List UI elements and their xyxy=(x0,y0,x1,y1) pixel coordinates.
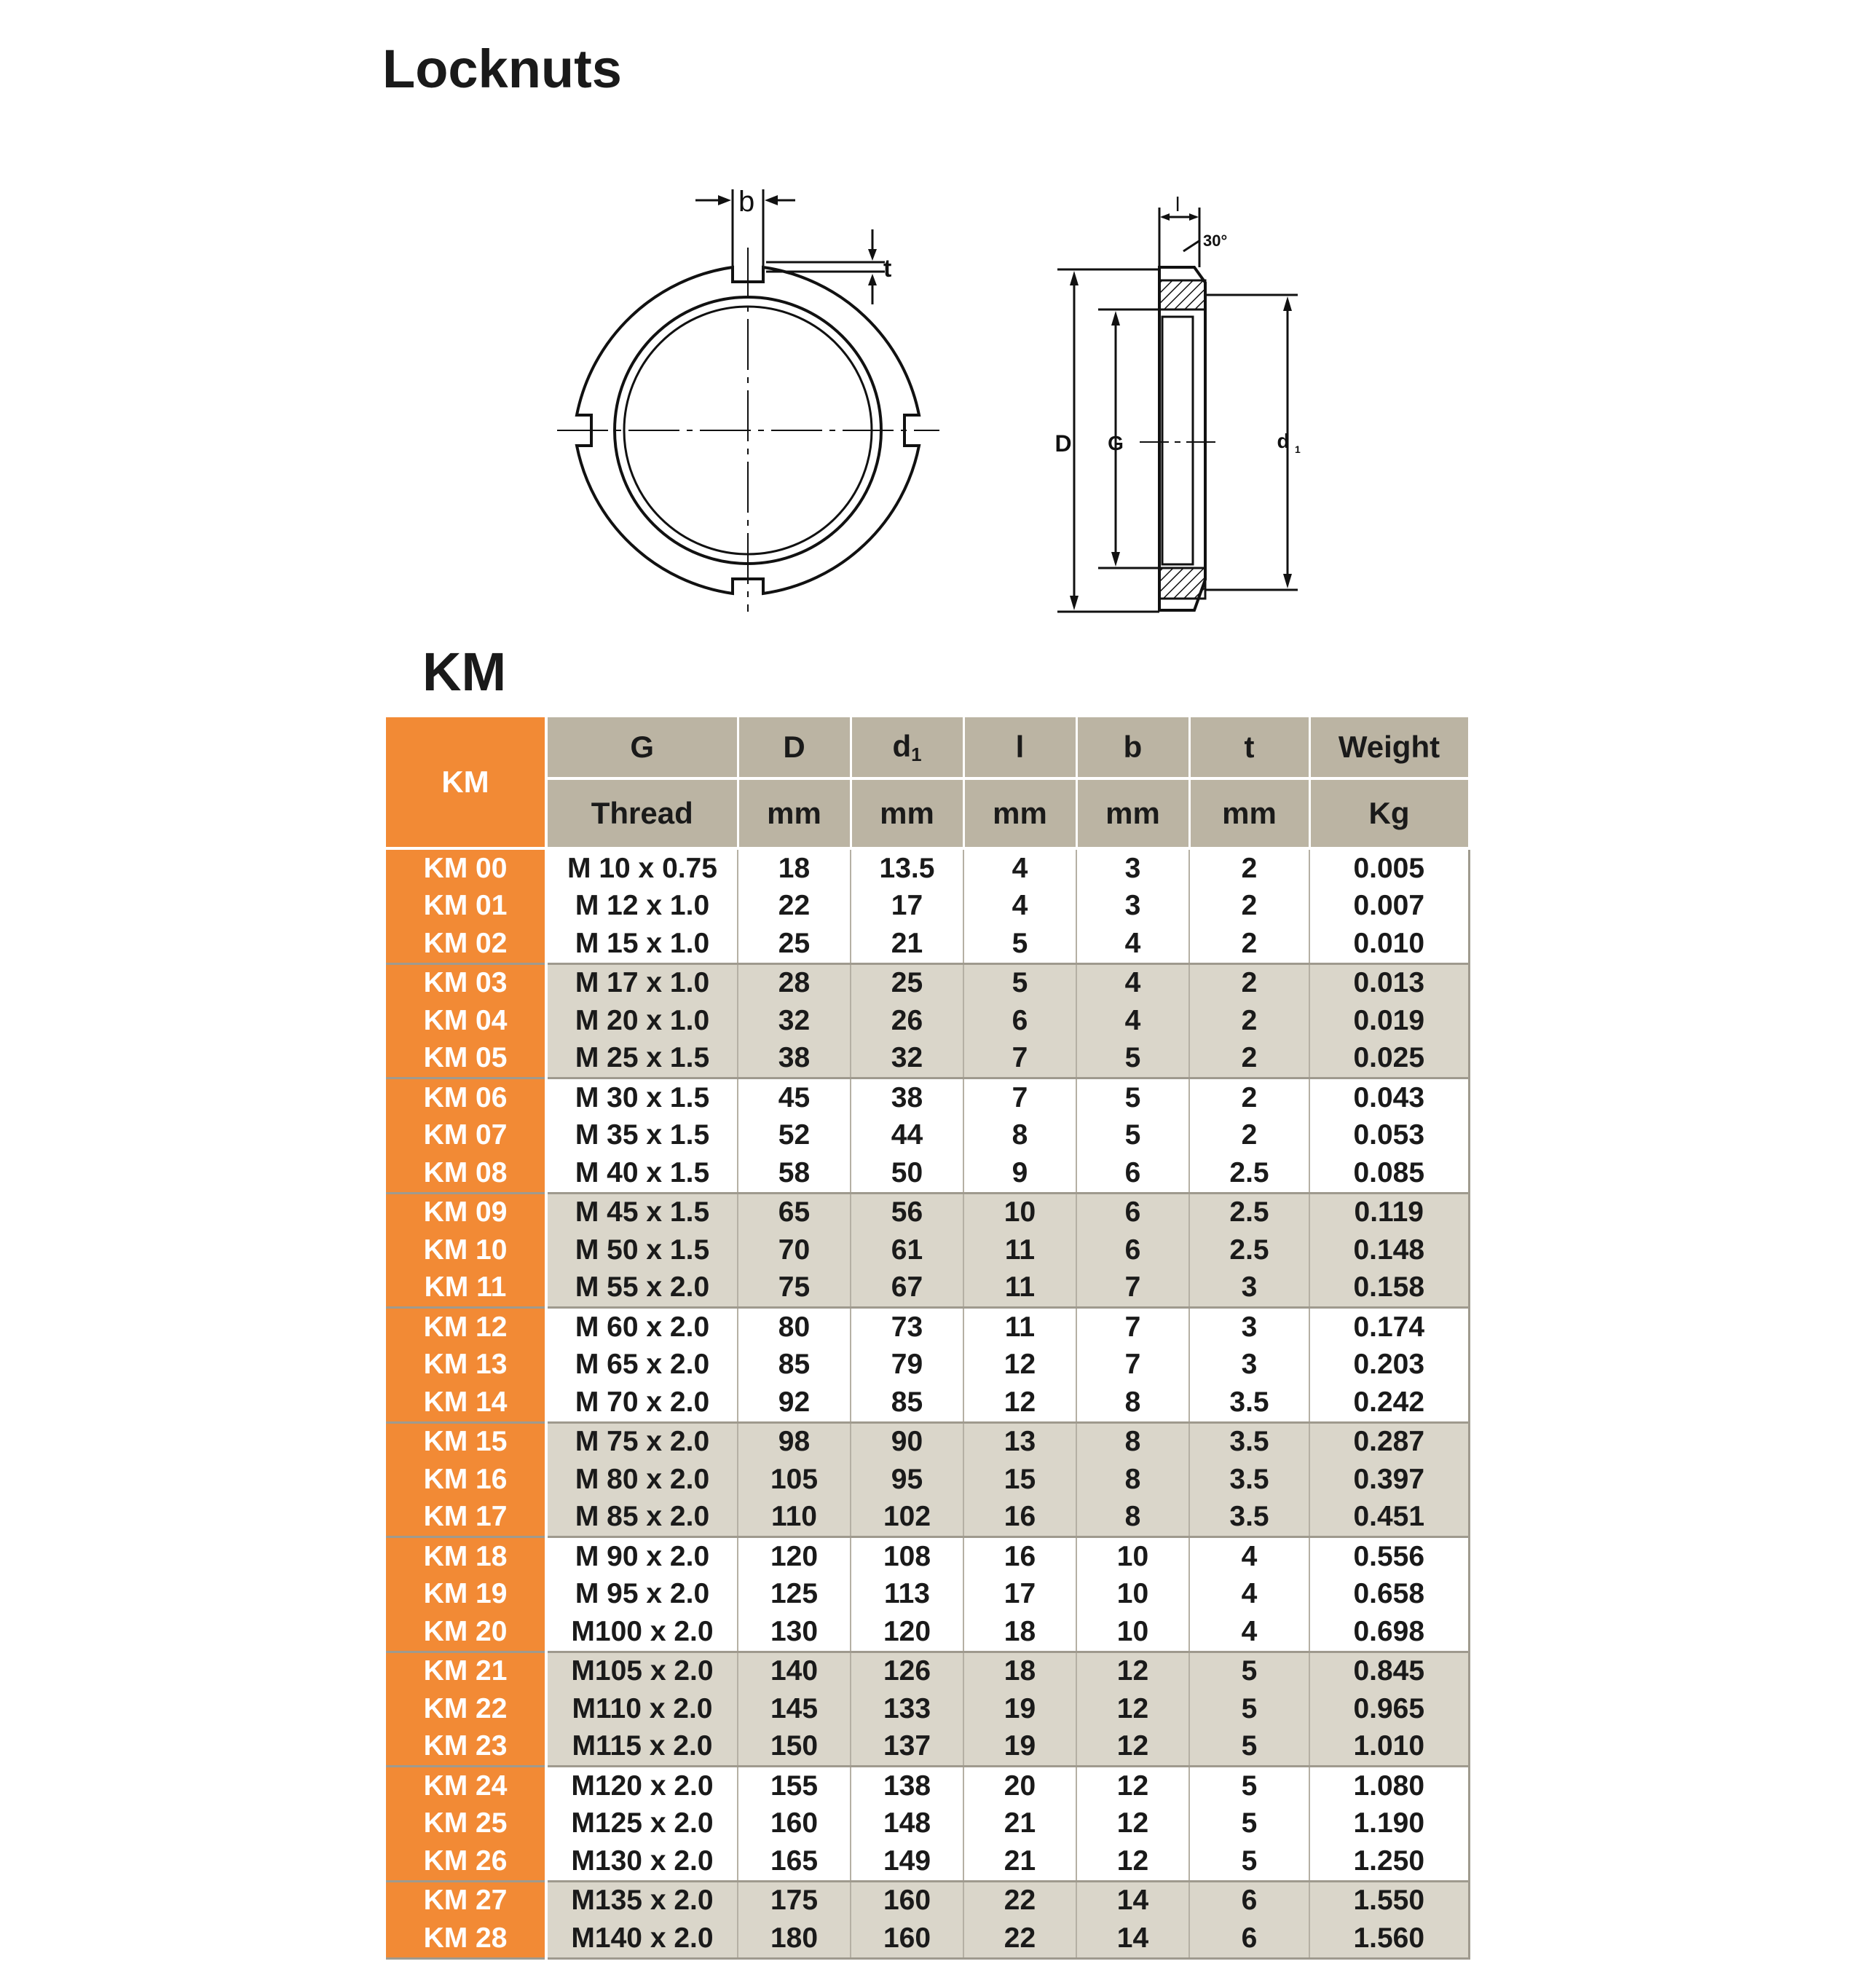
cell-slot-t: 2 xyxy=(1189,1117,1309,1155)
cell-outer-diameter: 98 xyxy=(738,1422,851,1461)
cell-thread: M 30 x 1.5 xyxy=(546,1078,738,1117)
cell-d1: 17 xyxy=(851,888,963,926)
label-angle: 30° xyxy=(1203,232,1228,250)
cell-slot-b: 12 xyxy=(1076,1652,1189,1690)
table-row xyxy=(386,1422,1469,1461)
cell-slot-t: 5 xyxy=(1189,1805,1309,1843)
cell-slot-b: 5 xyxy=(1076,1117,1189,1155)
cell-d1: 32 xyxy=(851,1040,963,1078)
cell-km-designation: KM 14 xyxy=(386,1384,546,1422)
cell-outer-diameter: 105 xyxy=(738,1461,851,1499)
cell-km-designation: KM 11 xyxy=(386,1269,546,1308)
table-row xyxy=(386,1040,1469,1078)
label-G: G xyxy=(1108,432,1124,454)
side-outline xyxy=(1159,267,1205,610)
cell-outer-diameter: 145 xyxy=(738,1690,851,1728)
cell-slot-b: 7 xyxy=(1076,1308,1189,1346)
cell-km-designation: KM 26 xyxy=(386,1842,546,1881)
cell-thread: M115 x 2.0 xyxy=(546,1728,738,1767)
cell-d1: 133 xyxy=(851,1690,963,1728)
cell-weight: 0.451 xyxy=(1309,1499,1469,1537)
cell-thread: M 80 x 2.0 xyxy=(546,1461,738,1499)
cell-d1: 79 xyxy=(851,1346,963,1384)
header-d1-unit: mm xyxy=(851,778,963,848)
cell-outer-diameter: 70 xyxy=(738,1231,851,1269)
header-d1-main: d xyxy=(892,728,912,763)
series-heading: KM xyxy=(422,642,507,702)
header-b-unit: mm xyxy=(1076,778,1189,848)
cell-km-designation: KM 02 xyxy=(386,925,546,963)
t-dimension xyxy=(766,229,885,304)
side-view xyxy=(1159,267,1205,610)
cell-slot-t: 2.5 xyxy=(1189,1193,1309,1231)
table-row xyxy=(386,1308,1469,1346)
cell-width-l: 5 xyxy=(963,925,1076,963)
cell-thread: M 65 x 2.0 xyxy=(546,1346,738,1384)
cell-outer-diameter: 150 xyxy=(738,1728,851,1767)
table-row xyxy=(386,1078,1469,1117)
cell-width-l: 16 xyxy=(963,1499,1076,1537)
cell-slot-b: 4 xyxy=(1076,963,1189,1002)
cell-slot-t: 5 xyxy=(1189,1728,1309,1767)
cell-km-designation: KM 01 xyxy=(386,888,546,926)
cell-thread: M 55 x 2.0 xyxy=(546,1269,738,1308)
cell-width-l: 5 xyxy=(963,963,1076,1002)
cell-thread: M120 x 2.0 xyxy=(546,1767,738,1805)
table-row xyxy=(386,1461,1469,1499)
locknut-technical-drawing xyxy=(0,0,1857,634)
cell-thread: M 85 x 2.0 xyxy=(546,1499,738,1537)
table-row xyxy=(386,1613,1469,1652)
cell-weight: 0.845 xyxy=(1309,1652,1469,1690)
cell-slot-b: 5 xyxy=(1076,1040,1189,1078)
cell-weight: 0.965 xyxy=(1309,1690,1469,1728)
cell-weight: 0.085 xyxy=(1309,1154,1469,1193)
cell-km-designation: KM 28 xyxy=(386,1920,546,1958)
cell-width-l: 7 xyxy=(963,1040,1076,1078)
cell-thread: M 60 x 2.0 xyxy=(546,1308,738,1346)
cell-km-designation: KM 10 xyxy=(386,1231,546,1269)
cell-d1: 137 xyxy=(851,1728,963,1767)
cell-thread: M 75 x 2.0 xyxy=(546,1422,738,1461)
label-b: b xyxy=(738,186,755,218)
cell-km-designation: KM 07 xyxy=(386,1117,546,1155)
cell-slot-b: 4 xyxy=(1076,925,1189,963)
cell-thread: M 70 x 2.0 xyxy=(546,1384,738,1422)
cell-slot-b: 12 xyxy=(1076,1767,1189,1805)
cell-slot-b: 10 xyxy=(1076,1613,1189,1652)
cell-slot-b: 8 xyxy=(1076,1384,1189,1422)
cell-weight: 1.080 xyxy=(1309,1767,1469,1805)
cell-slot-t: 4 xyxy=(1189,1576,1309,1614)
table-row xyxy=(386,1537,1469,1576)
cell-weight: 0.013 xyxy=(1309,963,1469,1002)
cell-km-designation: KM 27 xyxy=(386,1881,546,1920)
cell-outer-diameter: 25 xyxy=(738,925,851,963)
cell-d1: 138 xyxy=(851,1767,963,1805)
cell-weight: 1.010 xyxy=(1309,1728,1469,1767)
cell-km-designation: KM 23 xyxy=(386,1728,546,1767)
cell-d1: 73 xyxy=(851,1308,963,1346)
cell-slot-t: 2 xyxy=(1189,1002,1309,1040)
cell-width-l: 22 xyxy=(963,1920,1076,1958)
cell-km-designation: KM 13 xyxy=(386,1346,546,1384)
cell-weight: 0.025 xyxy=(1309,1040,1469,1078)
cell-slot-b: 12 xyxy=(1076,1805,1189,1843)
cell-slot-b: 10 xyxy=(1076,1537,1189,1576)
table-row xyxy=(386,1920,1469,1958)
cell-weight: 0.287 xyxy=(1309,1422,1469,1461)
cell-weight: 0.148 xyxy=(1309,1231,1469,1269)
table-row xyxy=(386,1193,1469,1231)
cell-width-l: 8 xyxy=(963,1117,1076,1155)
cell-d1: 21 xyxy=(851,925,963,963)
cell-weight: 0.698 xyxy=(1309,1613,1469,1652)
cell-thread: M 25 x 1.5 xyxy=(546,1040,738,1078)
cell-slot-t: 5 xyxy=(1189,1842,1309,1881)
header-t-unit: mm xyxy=(1189,778,1309,848)
cell-slot-t: 6 xyxy=(1189,1881,1309,1920)
cell-outer-diameter: 125 xyxy=(738,1576,851,1614)
table-body xyxy=(386,848,1469,1958)
cell-d1: 160 xyxy=(851,1881,963,1920)
cell-weight: 0.053 xyxy=(1309,1117,1469,1155)
cell-width-l: 12 xyxy=(963,1384,1076,1422)
cell-slot-t: 3.5 xyxy=(1189,1461,1309,1499)
cell-outer-diameter: 18 xyxy=(738,848,851,888)
cell-slot-t: 2 xyxy=(1189,1078,1309,1117)
cell-outer-diameter: 160 xyxy=(738,1805,851,1843)
cell-outer-diameter: 165 xyxy=(738,1842,851,1881)
cell-weight: 0.007 xyxy=(1309,888,1469,926)
cell-km-designation: KM 08 xyxy=(386,1154,546,1193)
table-row xyxy=(386,1346,1469,1384)
dimension-arrows xyxy=(1070,213,1292,610)
cell-slot-t: 2 xyxy=(1189,925,1309,963)
cell-slot-t: 3.5 xyxy=(1189,1384,1309,1422)
cell-slot-t: 6 xyxy=(1189,1920,1309,1958)
cell-d1: 67 xyxy=(851,1269,963,1308)
cell-thread: M 45 x 1.5 xyxy=(546,1193,738,1231)
cell-slot-t: 2 xyxy=(1189,888,1309,926)
header-d1-subscript: 1 xyxy=(911,743,922,765)
table-row xyxy=(386,963,1469,1002)
locknut-spec-table xyxy=(386,717,1470,1960)
cell-outer-diameter: 45 xyxy=(738,1078,851,1117)
cell-weight: 1.250 xyxy=(1309,1842,1469,1881)
cell-slot-t: 2.5 xyxy=(1189,1231,1309,1269)
cell-thread: M100 x 2.0 xyxy=(546,1613,738,1652)
cell-d1: 102 xyxy=(851,1499,963,1537)
header-d: D xyxy=(738,717,851,778)
cell-weight: 0.019 xyxy=(1309,1002,1469,1040)
table-row xyxy=(386,888,1469,926)
cell-slot-b: 4 xyxy=(1076,1002,1189,1040)
cell-width-l: 21 xyxy=(963,1805,1076,1843)
cell-thread: M110 x 2.0 xyxy=(546,1690,738,1728)
cell-width-l: 20 xyxy=(963,1767,1076,1805)
cell-d1: 108 xyxy=(851,1537,963,1576)
cell-slot-b: 6 xyxy=(1076,1231,1189,1269)
cell-weight: 0.174 xyxy=(1309,1308,1469,1346)
cell-weight: 0.556 xyxy=(1309,1537,1469,1576)
cell-d1: 50 xyxy=(851,1154,963,1193)
cell-d1: 13.5 xyxy=(851,848,963,888)
cell-km-designation: KM 03 xyxy=(386,963,546,1002)
cell-d1: 126 xyxy=(851,1652,963,1690)
cell-outer-diameter: 28 xyxy=(738,963,851,1002)
cell-thread: M135 x 2.0 xyxy=(546,1881,738,1920)
cell-width-l: 18 xyxy=(963,1613,1076,1652)
cell-slot-b: 14 xyxy=(1076,1920,1189,1958)
cell-width-l: 12 xyxy=(963,1346,1076,1384)
header-weight-unit: Kg xyxy=(1309,778,1469,848)
cell-thread: M 95 x 2.0 xyxy=(546,1576,738,1614)
table-row xyxy=(386,1767,1469,1805)
cell-slot-t: 3 xyxy=(1189,1269,1309,1308)
cell-thread: M 20 x 1.0 xyxy=(546,1002,738,1040)
cell-slot-t: 4 xyxy=(1189,1537,1309,1576)
cell-d1: 149 xyxy=(851,1842,963,1881)
cell-km-designation: KM 19 xyxy=(386,1576,546,1614)
cell-weight: 0.010 xyxy=(1309,925,1469,963)
cell-slot-t: 5 xyxy=(1189,1652,1309,1690)
cell-slot-b: 7 xyxy=(1076,1269,1189,1308)
cell-d1: 90 xyxy=(851,1422,963,1461)
header-l: l xyxy=(963,717,1076,778)
cell-outer-diameter: 22 xyxy=(738,888,851,926)
thread-bore xyxy=(1162,317,1193,564)
cell-weight: 1.560 xyxy=(1309,1920,1469,1958)
cell-width-l: 15 xyxy=(963,1461,1076,1499)
label-t: t xyxy=(883,255,892,283)
cell-thread: M 10 x 0.75 xyxy=(546,848,738,888)
cell-slot-t: 2 xyxy=(1189,848,1309,888)
table-row xyxy=(386,1231,1469,1269)
cell-outer-diameter: 175 xyxy=(738,1881,851,1920)
cell-outer-diameter: 140 xyxy=(738,1652,851,1690)
cell-km-designation: KM 18 xyxy=(386,1537,546,1576)
cell-slot-t: 3.5 xyxy=(1189,1422,1309,1461)
cell-outer-diameter: 32 xyxy=(738,1002,851,1040)
cell-weight: 1.550 xyxy=(1309,1881,1469,1920)
cell-width-l: 19 xyxy=(963,1690,1076,1728)
cell-km-designation: KM 25 xyxy=(386,1805,546,1843)
cell-slot-t: 3.5 xyxy=(1189,1499,1309,1537)
cell-outer-diameter: 85 xyxy=(738,1346,851,1384)
header-t: t xyxy=(1189,717,1309,778)
cell-slot-b: 5 xyxy=(1076,1078,1189,1117)
header-km: KM xyxy=(386,717,546,848)
cell-slot-b: 8 xyxy=(1076,1499,1189,1537)
cell-slot-t: 2 xyxy=(1189,963,1309,1002)
table-row xyxy=(386,1002,1469,1040)
cell-thread: M105 x 2.0 xyxy=(546,1652,738,1690)
cell-slot-t: 2 xyxy=(1189,1040,1309,1078)
cell-outer-diameter: 92 xyxy=(738,1384,851,1422)
cell-width-l: 22 xyxy=(963,1881,1076,1920)
cell-outer-diameter: 58 xyxy=(738,1154,851,1193)
table-row xyxy=(386,1881,1469,1920)
table-row xyxy=(386,1117,1469,1155)
section-hatch-top xyxy=(1159,280,1205,309)
cell-width-l: 6 xyxy=(963,1002,1076,1040)
cell-width-l: 18 xyxy=(963,1652,1076,1690)
cell-slot-b: 12 xyxy=(1076,1728,1189,1767)
cell-d1: 148 xyxy=(851,1805,963,1843)
cell-weight: 0.119 xyxy=(1309,1193,1469,1231)
cell-d1: 26 xyxy=(851,1002,963,1040)
cell-d1: 85 xyxy=(851,1384,963,1422)
cell-weight: 0.203 xyxy=(1309,1346,1469,1384)
cell-weight: 0.658 xyxy=(1309,1576,1469,1614)
cell-weight: 0.005 xyxy=(1309,848,1469,888)
cell-width-l: 13 xyxy=(963,1422,1076,1461)
cell-width-l: 7 xyxy=(963,1078,1076,1117)
cell-outer-diameter: 75 xyxy=(738,1269,851,1308)
cell-thread: M 12 x 1.0 xyxy=(546,888,738,926)
cell-d1: 160 xyxy=(851,1920,963,1958)
cell-d1: 113 xyxy=(851,1576,963,1614)
cell-outer-diameter: 52 xyxy=(738,1117,851,1155)
cell-width-l: 11 xyxy=(963,1308,1076,1346)
table-row xyxy=(386,925,1469,963)
cell-thread: M130 x 2.0 xyxy=(546,1842,738,1881)
cell-km-designation: KM 16 xyxy=(386,1461,546,1499)
cell-width-l: 21 xyxy=(963,1842,1076,1881)
cell-d1: 95 xyxy=(851,1461,963,1499)
cell-thread: M 40 x 1.5 xyxy=(546,1154,738,1193)
cell-slot-b: 6 xyxy=(1076,1154,1189,1193)
cell-thread: M140 x 2.0 xyxy=(546,1920,738,1958)
cell-weight: 1.190 xyxy=(1309,1805,1469,1843)
cell-slot-b: 7 xyxy=(1076,1346,1189,1384)
label-d1: d xyxy=(1277,430,1290,452)
cell-width-l: 11 xyxy=(963,1231,1076,1269)
label-D: D xyxy=(1054,430,1072,457)
header-d1 xyxy=(851,717,963,778)
cell-km-designation: KM 15 xyxy=(386,1422,546,1461)
cell-km-designation: KM 20 xyxy=(386,1613,546,1652)
cell-width-l: 11 xyxy=(963,1269,1076,1308)
cell-weight: 0.242 xyxy=(1309,1384,1469,1422)
cell-km-designation: KM 09 xyxy=(386,1193,546,1231)
cell-outer-diameter: 80 xyxy=(738,1308,851,1346)
cell-km-designation: KM 22 xyxy=(386,1690,546,1728)
cell-slot-b: 12 xyxy=(1076,1842,1189,1881)
cell-outer-diameter: 110 xyxy=(738,1499,851,1537)
cell-outer-diameter: 120 xyxy=(738,1537,851,1576)
cell-outer-diameter: 38 xyxy=(738,1040,851,1078)
cell-slot-b: 8 xyxy=(1076,1422,1189,1461)
label-d1-subscript: 1 xyxy=(1295,443,1301,455)
cell-d1: 25 xyxy=(851,963,963,1002)
cell-slot-b: 3 xyxy=(1076,888,1189,926)
cell-outer-diameter: 130 xyxy=(738,1613,851,1652)
table-row xyxy=(386,1154,1469,1193)
table-row xyxy=(386,1842,1469,1881)
table-row xyxy=(386,1576,1469,1614)
table-row xyxy=(386,1805,1469,1843)
header-weight: Weight xyxy=(1309,717,1469,778)
cell-d1: 120 xyxy=(851,1613,963,1652)
table-header xyxy=(386,717,1469,848)
cell-slot-t: 3 xyxy=(1189,1308,1309,1346)
header-d-unit: mm xyxy=(738,778,851,848)
cell-slot-b: 10 xyxy=(1076,1576,1189,1614)
cell-width-l: 4 xyxy=(963,848,1076,888)
header-g-unit: Thread xyxy=(546,778,738,848)
cell-slot-b: 6 xyxy=(1076,1193,1189,1231)
cell-slot-t: 5 xyxy=(1189,1690,1309,1728)
cell-km-designation: KM 21 xyxy=(386,1652,546,1690)
cell-width-l: 10 xyxy=(963,1193,1076,1231)
table-row xyxy=(386,1652,1469,1690)
cell-width-l: 16 xyxy=(963,1537,1076,1576)
cell-slot-b: 14 xyxy=(1076,1881,1189,1920)
header-b: b xyxy=(1076,717,1189,778)
cell-weight: 0.397 xyxy=(1309,1461,1469,1499)
cell-thread: M 90 x 2.0 xyxy=(546,1537,738,1576)
table-row xyxy=(386,1269,1469,1308)
cell-thread: M 50 x 1.5 xyxy=(546,1231,738,1269)
cell-weight: 0.158 xyxy=(1309,1269,1469,1308)
page-title: Locknuts xyxy=(382,39,622,99)
cell-slot-b: 8 xyxy=(1076,1461,1189,1499)
table-row xyxy=(386,848,1469,888)
cell-weight: 0.043 xyxy=(1309,1078,1469,1117)
cell-thread: M125 x 2.0 xyxy=(546,1805,738,1843)
table-row xyxy=(386,1728,1469,1767)
cell-slot-t: 5 xyxy=(1189,1767,1309,1805)
cell-width-l: 17 xyxy=(963,1576,1076,1614)
cell-km-designation: KM 04 xyxy=(386,1002,546,1040)
cell-width-l: 4 xyxy=(963,888,1076,926)
cell-d1: 38 xyxy=(851,1078,963,1117)
cell-d1: 56 xyxy=(851,1193,963,1231)
cell-km-designation: KM 05 xyxy=(386,1040,546,1078)
header-l-unit: mm xyxy=(963,778,1076,848)
section-hatch-bottom xyxy=(1159,568,1205,599)
table-row xyxy=(386,1690,1469,1728)
cell-slot-b: 3 xyxy=(1076,848,1189,888)
cell-slot-t: 2.5 xyxy=(1189,1154,1309,1193)
cell-slot-b: 12 xyxy=(1076,1690,1189,1728)
cell-thread: M 15 x 1.0 xyxy=(546,925,738,963)
cell-d1: 61 xyxy=(851,1231,963,1269)
header-g: G xyxy=(546,717,738,778)
cell-outer-diameter: 155 xyxy=(738,1767,851,1805)
cell-km-designation: KM 24 xyxy=(386,1767,546,1805)
cell-outer-diameter: 65 xyxy=(738,1193,851,1231)
cell-thread: M 35 x 1.5 xyxy=(546,1117,738,1155)
cell-outer-diameter: 180 xyxy=(738,1920,851,1958)
cell-km-designation: KM 17 xyxy=(386,1499,546,1537)
cell-width-l: 19 xyxy=(963,1728,1076,1767)
cell-slot-t: 3 xyxy=(1189,1346,1309,1384)
table-row xyxy=(386,1384,1469,1422)
label-l: l xyxy=(1175,193,1180,216)
cell-thread: M 17 x 1.0 xyxy=(546,963,738,1002)
cell-km-designation: KM 12 xyxy=(386,1308,546,1346)
cell-slot-t: 4 xyxy=(1189,1613,1309,1652)
table-row xyxy=(386,1499,1469,1537)
cell-km-designation: KM 00 xyxy=(386,848,546,888)
cell-width-l: 9 xyxy=(963,1154,1076,1193)
cell-km-designation: KM 06 xyxy=(386,1078,546,1117)
cell-d1: 44 xyxy=(851,1117,963,1155)
